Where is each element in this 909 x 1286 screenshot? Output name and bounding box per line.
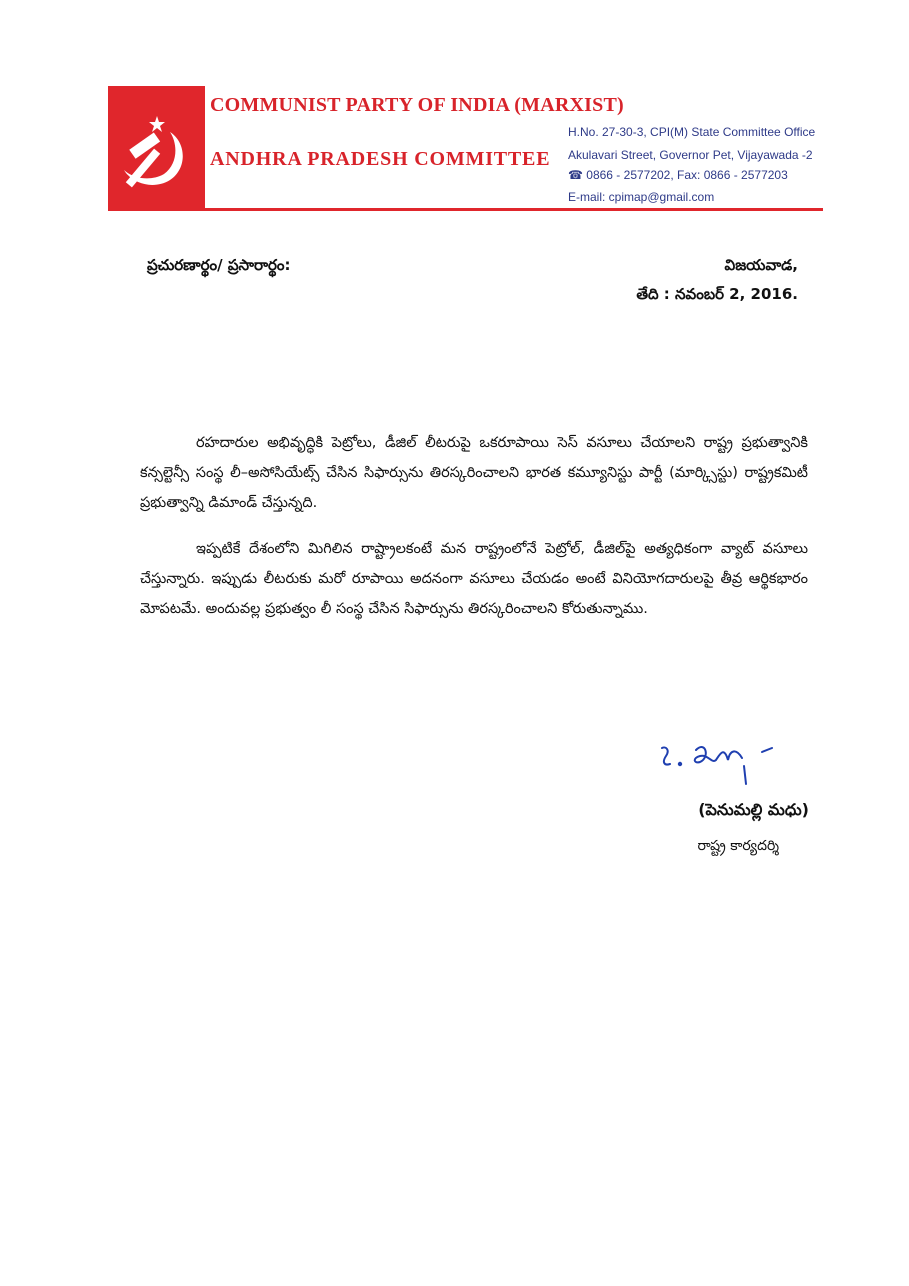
paragraph-text: ఇప్పటికే దేశంలోని మిగిలిన రాష్ట్రాలకంటే మన రాష్ట్రంలోనే పెట్రోల్, డీజిల్‌పై అత్యధికంగా వ్యాట్ వసూలు చేస్తున్నారు. ఇప్పుడు లీటరుకు మరో రూపాయి అదనంగా వసూలు చేయడం అంటే వినియోగదారులపై తీవ్ర ఆర్థికభారం మోపటమే. అందువల్ల ప్రభుత్వం లీ సంస్థ చేసిన సిఫార్సును తిరస్కరించాలని కోరుతున్నాము.	[140, 541, 808, 617]
hammer-sickle-star-icon	[108, 86, 205, 209]
phone-line: ☎ 0866 - 2577202, Fax: 0866 - 2577203	[568, 168, 788, 182]
date: తేది : నవంబర్ 2, 2016.	[636, 285, 798, 303]
body-paragraph-1	[140, 428, 808, 518]
email-line: E-mail: cpimap@gmail.com	[568, 190, 715, 204]
paragraph-text: రహదారుల అభివృద్ధికి పెట్రోలు, డీజిల్ లీటరుపై ఒకరూపాయి సెస్ వసూలు చేయాలని రాష్ట్ర ప్రభుత్వానికి కన్సల్టెన్సీ సంస్థ లీ–అసోసియేట్స్ చేసిన సిఫార్సును తిరస్కరించాలని భారత కమ్యూనిస్టు పార్టీ (మార్క్సిస్టు) రాష్ట్రకమిటీ ప్రభుత్వాన్ని డిమాండ్ చేస్తున్నది.	[140, 435, 808, 511]
press-release-label: ప్రచురణార్థం/ ప్రసారార్థం:	[147, 256, 291, 274]
signatory-title: రాష్ట్ర కార్యదర్శి	[697, 838, 779, 854]
handwritten-signature	[652, 736, 812, 800]
letterhead-divider	[108, 208, 823, 211]
body-paragraph-2	[140, 534, 808, 624]
org-name: COMMUNIST PARTY OF INDIA (MARXIST)	[210, 94, 624, 116]
letterhead	[108, 86, 823, 212]
address-line2: Akulavari Street, Governor Pet, Vijayawada -2	[568, 148, 813, 162]
place: విజయవాడ,	[724, 256, 798, 274]
committee-name: ANDHRA PRADESH COMMITTEE	[210, 148, 551, 170]
party-logo	[108, 86, 205, 209]
signatory-name: (పెనుమల్లి మధు)	[698, 800, 809, 819]
address-line1: H.No. 27-30-3, CPI(M) State Committee Office	[568, 125, 816, 139]
